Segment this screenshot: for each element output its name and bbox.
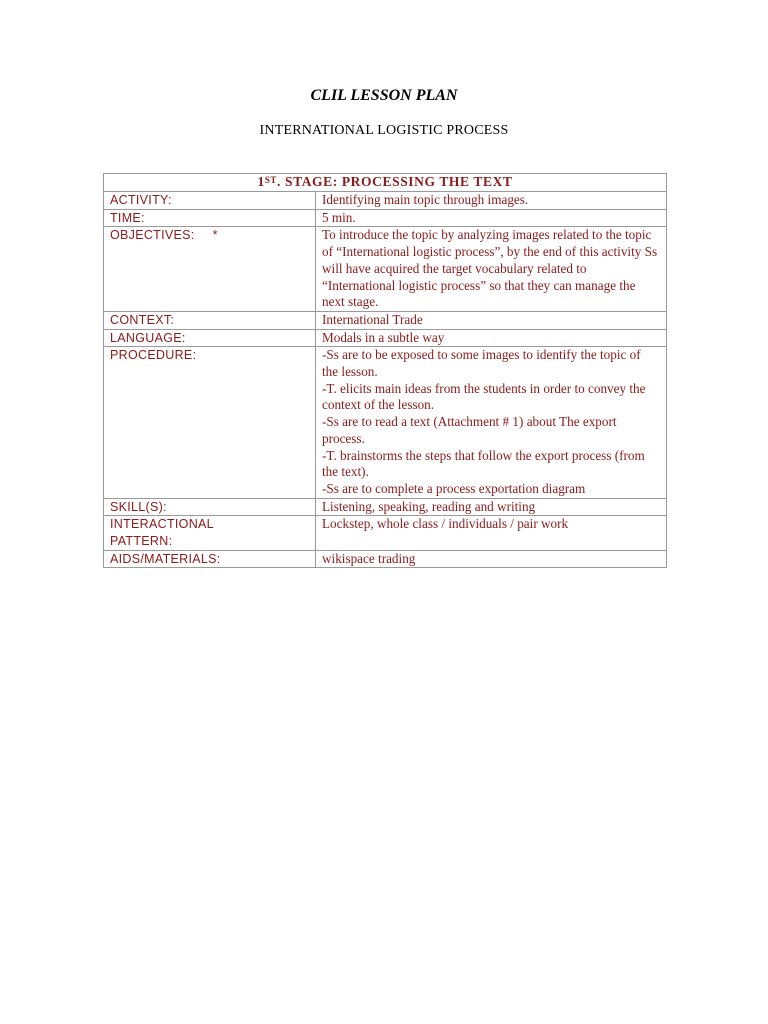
table-row-interaction [104,516,667,550]
interaction-label-line1: INTERACTIONAL [110,517,214,532]
procedure-step: -Ss are to be exposed to some images to identify the topic of the lesson. [322,347,641,380]
table-row-materials [104,550,667,568]
objectives-label: OBJECTIVES: [110,228,195,243]
table-row-procedure [104,347,667,498]
stage-title: . STAGE: PROCESSING THE TEXT [277,174,513,189]
language-label: LANGUAGE: [104,329,316,347]
language-value: Modals in a subtle way [316,329,667,347]
procedure-step: -T. brainstorms the steps that follow the export process (from the text). [322,447,645,480]
objectives-value: To introduce the topic by analyzing images related to the topic of “International logistic process”, by the end of this activity Ss will have acquired the target vocabulary related to “International logistic process” so that they can manage the next stage. [316,227,667,312]
stage-ordinal-suffix: ST [264,175,278,185]
procedure-label: PROCEDURE: [104,347,316,498]
objectives-marker: * [212,228,218,243]
interaction-label-cell [104,516,316,550]
context-value: International Trade [316,311,667,329]
table-row-skills [104,498,667,516]
procedure-step: -T. elicits main ideas from the students in order to convey the context of the lesson. [322,380,646,413]
skills-value: Listening, speaking, reading and writing [316,498,667,516]
time-value: 5 min. [316,209,667,227]
lesson-plan-table [103,173,667,568]
table-row-time [104,209,667,227]
table-row-activity [104,192,667,210]
table-row-context [104,311,667,329]
activity-label: ACTIVITY: [104,192,316,210]
materials-label: AIDS/MATERIALS: [104,550,316,568]
document-subtitle: INTERNATIONAL LOGISTIC PROCESS [259,123,509,138]
objectives-label-cell [104,227,316,312]
stage-header [104,174,667,192]
interaction-label-line2: PATTERN: [110,534,173,549]
activity-value: Identifying main topic through images. [316,192,667,210]
procedure-step: -Ss are to complete a process exportation diagram [322,480,586,496]
procedure-value [316,347,667,498]
skills-label: SKILL(S): [104,498,316,516]
materials-value: wikispace trading [316,550,667,568]
stage-header-row [104,174,667,192]
interaction-value: Lockstep, whole class / individuals / pair work [316,516,667,550]
context-label: CONTEXT: [104,311,316,329]
stage-number: 1 [257,174,265,189]
procedure-step: -Ss are to read a text (Attachment # 1) about The export process. [322,414,617,446]
time-label: TIME: [104,209,316,227]
document-title: CLIL LESSON PLAN [310,87,458,104]
table-row-language [104,329,667,347]
table-row-objectives [104,227,667,312]
